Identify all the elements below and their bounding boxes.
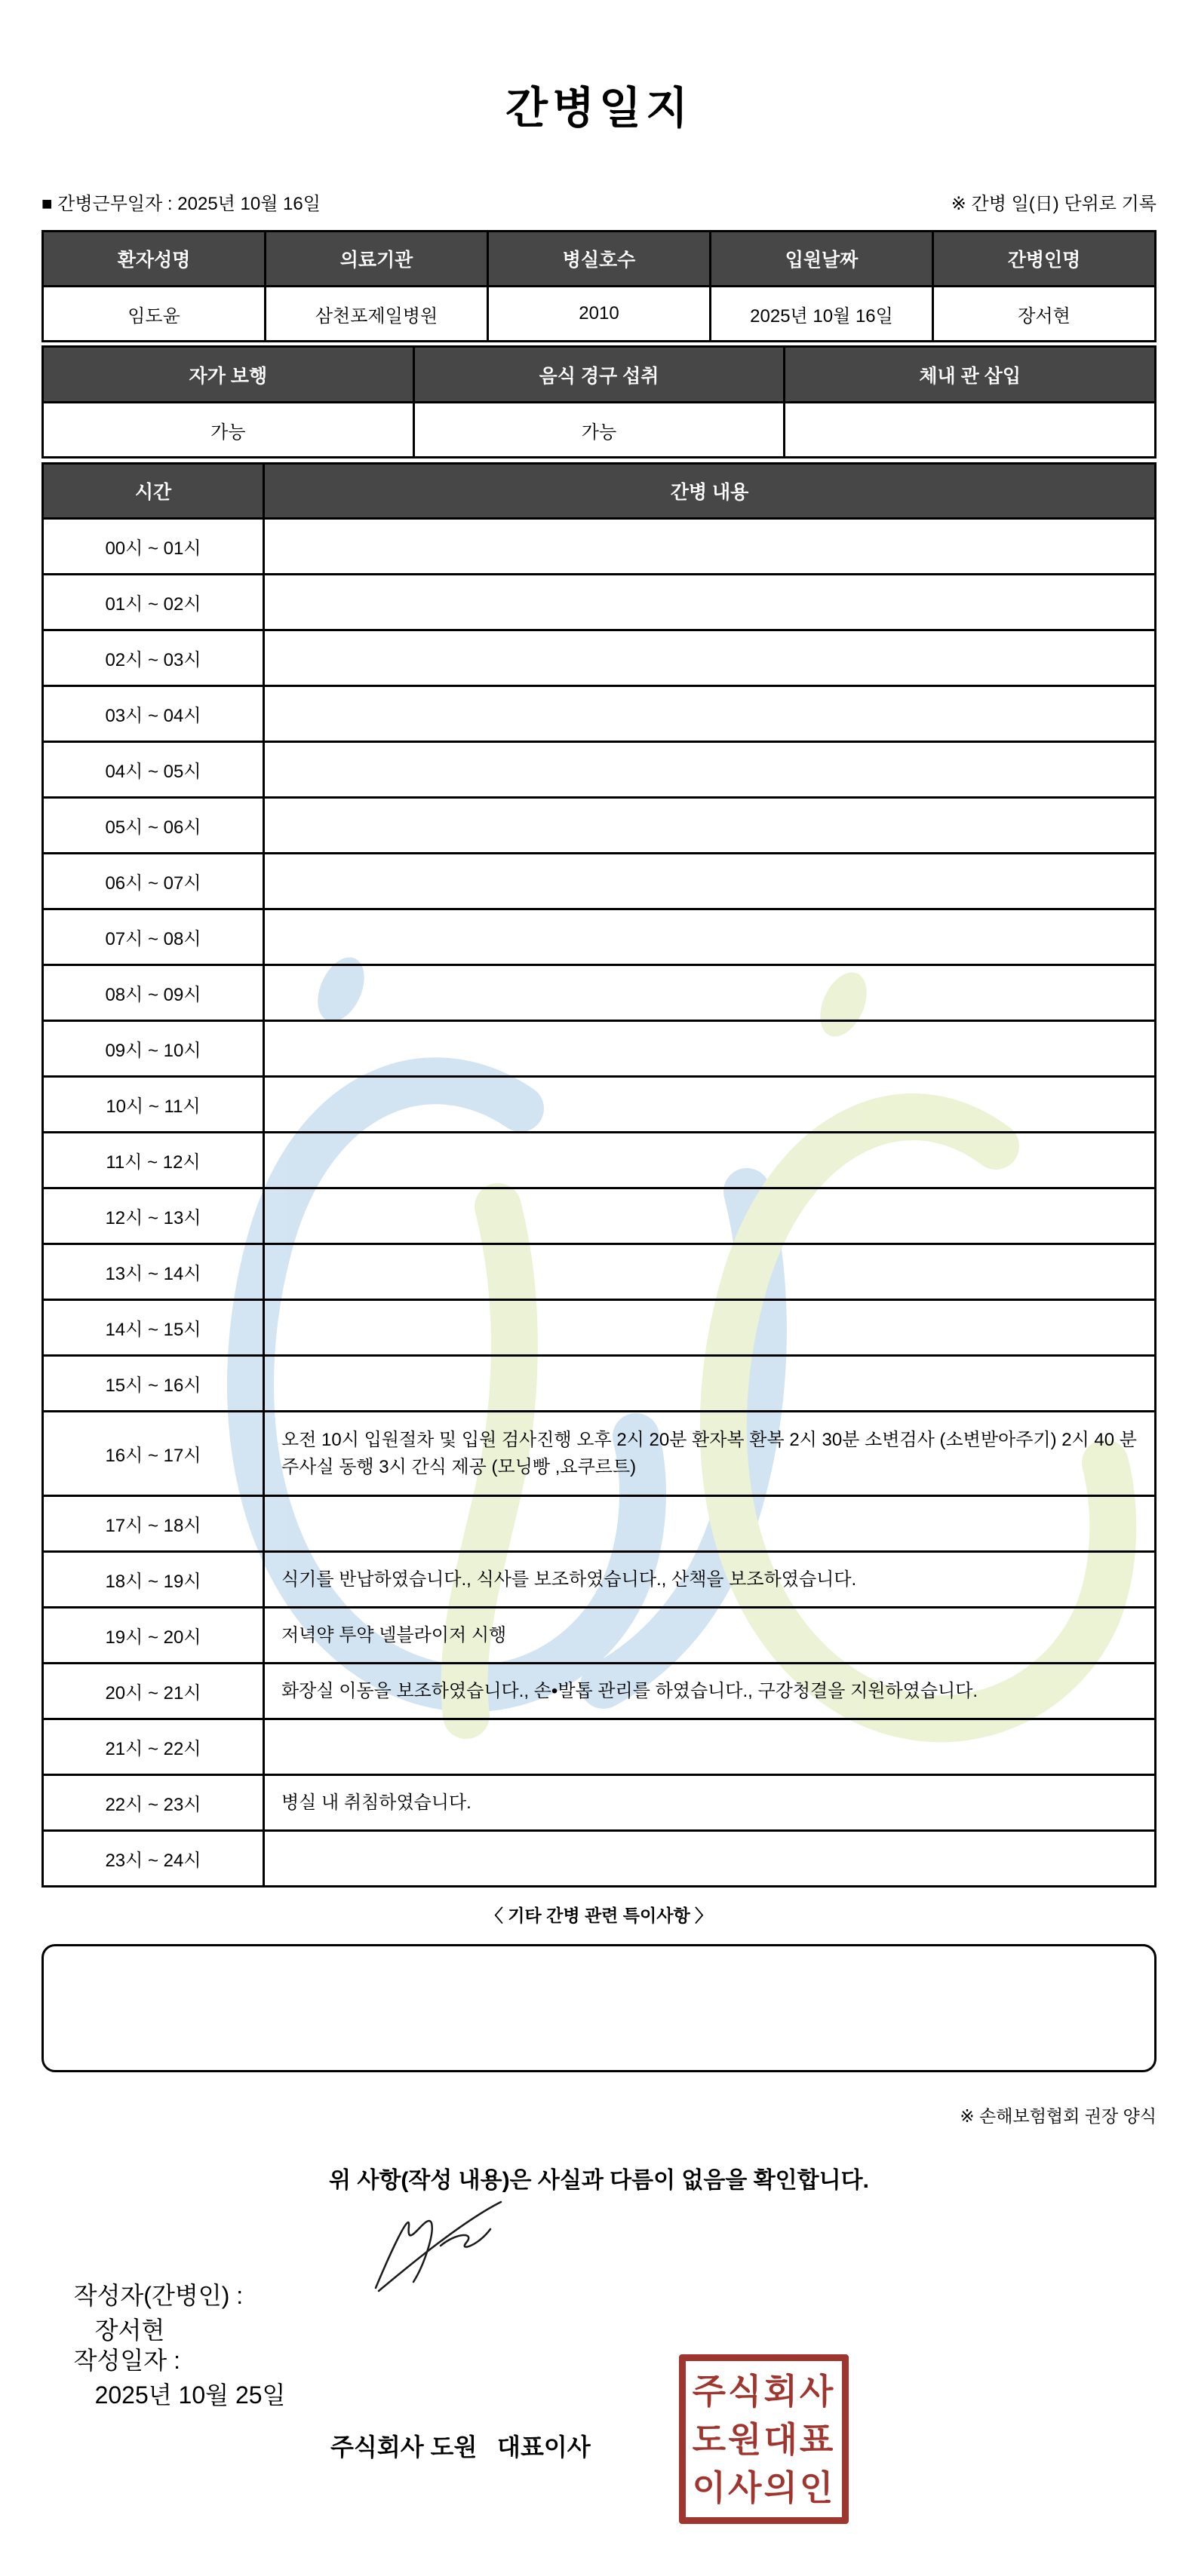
care-content-cell [264,1719,1156,1775]
care-content-cell [264,1077,1156,1133]
info-value-cell: 2010 [488,287,711,342]
care-row [43,1412,1156,1496]
record-unit-note: ※ 간병 일(日) 단위로 기록 [951,194,1157,214]
care-header-cell: 간병 내용 [264,464,1156,519]
time-cell: 23시 ~ 24시 [43,1831,264,1887]
time-cell: 11시 ~ 12시 [43,1133,264,1188]
stamp-line-1: 주식회사 [692,2371,836,2411]
info-header-cell: 의료기관 [266,232,488,287]
time-cell: 17시 ~ 18시 [43,1496,264,1552]
care-row [43,1356,1156,1412]
care-content-cell [264,519,1156,575]
care-row [43,1608,1156,1664]
time-cell: 15시 ~ 16시 [43,1356,264,1412]
care-content-cell [264,854,1156,909]
time-cell: 19시 ~ 20시 [43,1608,264,1664]
care-content-cell [264,798,1156,854]
time-cell: 20시 ~ 21시 [43,1664,264,1719]
date-value: 2025년 10월 25일 [94,2381,286,2409]
time-cell: 21시 ~ 22시 [43,1719,264,1775]
status-value-cell: 가능 [43,403,414,458]
time-cell: 03시 ~ 04시 [43,686,264,742]
meta-row [41,189,1157,215]
care-content-cell [264,1300,1156,1356]
notes-box [41,1944,1157,2072]
care-content-cell: 오전 10시 입원절차 및 입원 검사진행 오후 2시 20분 환자복 환복 2시 30분 소변검사 (소변받아주기) 2시 40 분 주사실 동행 3시 간식 제공 (모닝빵 ,요쿠르트) [264,1412,1156,1496]
time-cell: 09시 ~ 10시 [43,1021,264,1077]
time-cell: 00시 ~ 01시 [43,519,264,575]
care-row [43,1719,1156,1775]
status-value-cell: 가능 [413,403,785,458]
time-cell: 07시 ~ 08시 [43,909,264,965]
care-row [43,1664,1156,1719]
time-cell: 18시 ~ 19시 [43,1552,264,1608]
care-content-cell [264,1244,1156,1300]
time-cell: 14시 ~ 15시 [43,1300,264,1356]
care-content-cell [264,686,1156,742]
info-header-cell: 입원날짜 [711,232,933,287]
form-note: ※ 손해보험협회 권장 양식 [960,2106,1157,2126]
writer-label: 작성자(간병인) : [73,2282,250,2309]
time-cell: 22시 ~ 23시 [43,1775,264,1831]
info-header-cell: 환자성명 [43,232,266,287]
care-content-cell [264,1496,1156,1552]
care-content-cell [264,1188,1156,1244]
care-row [43,1244,1156,1300]
care-content-cell [264,909,1156,965]
care-row [43,1775,1156,1831]
time-cell: 05시 ~ 06시 [43,798,264,854]
info-value-cell: 2025년 10월 16일 [711,287,933,342]
status-header-cell: 음식 경구 섭취 [413,347,785,403]
care-row [43,686,1156,742]
care-row [43,630,1156,686]
care-content-cell [264,965,1156,1021]
care-content-cell: 식기를 반납하였습니다., 식사를 보조하였습니다., 산책을 보조하였습니다. [264,1552,1156,1608]
patient-status-table [41,345,1157,458]
time-cell: 10시 ~ 11시 [43,1077,264,1133]
care-content-cell [264,630,1156,686]
care-row [43,1188,1156,1244]
care-row [43,1831,1156,1887]
care-content-cell [264,1831,1156,1887]
care-content-cell [264,1133,1156,1188]
time-cell: 06시 ~ 07시 [43,854,264,909]
corporate-seal-stamp [679,2354,849,2524]
stamp-line-3: 이사의인 [692,2467,836,2507]
care-content-cell: 병실 내 취침하였습니다. [264,1775,1156,1831]
care-content-cell: 화장실 이동을 보조하였습니다., 손•발톱 관리를 하였습니다., 구강청결을 지원하였습니다. [264,1664,1156,1719]
care-row [43,854,1156,909]
notes-section-title: 〈 기타 간병 관련 특이사항 〉 [485,1906,713,1925]
care-row [43,965,1156,1021]
care-content-cell [264,1021,1156,1077]
care-content-cell [264,575,1156,630]
care-content-cell [264,742,1156,798]
time-cell: 02시 ~ 03시 [43,630,264,686]
care-row [43,798,1156,854]
confirmation-statement: 위 사항(작성 내용)은 사실과 다름이 없음을 확인합니다. [329,2168,869,2193]
care-row [43,1021,1156,1077]
care-row [43,519,1156,575]
status-value-cell [785,403,1156,458]
date-label: 작성일자 : [73,2347,187,2374]
date-line [47,2314,285,2439]
company-ceo-line: 주식회사 도원 대표이사 [330,2433,591,2461]
writer-name: 장서현 [94,2317,165,2344]
time-cell: 04시 ~ 05시 [43,742,264,798]
time-cell: 13시 ~ 14시 [43,1244,264,1300]
time-cell: 01시 ~ 02시 [43,575,264,630]
care-row [43,742,1156,798]
work-date-label: ■ 간병근무일자 : 2025년 10월 16일 [41,194,321,214]
status-header-cell: 체내 관 삽입 [785,347,1156,403]
info-value-cell: 장서현 [933,287,1156,342]
care-row [43,1300,1156,1356]
care-row [43,1133,1156,1188]
care-row [43,909,1156,965]
care-row [43,1552,1156,1608]
care-row [43,1077,1156,1133]
page-title: 간병일지 [505,84,693,133]
care-content-cell [264,1356,1156,1412]
stamp-line-2: 도원대표 [692,2419,836,2459]
time-cell: 08시 ~ 09시 [43,965,264,1021]
care-row [43,1496,1156,1552]
info-value-cell: 임도윤 [43,287,266,342]
care-log-table [41,462,1157,1888]
info-header-cell: 병실호수 [488,232,711,287]
status-header-cell: 자가 보행 [43,347,414,403]
info-value-cell: 삼천포제일병원 [266,287,488,342]
time-cell: 16시 ~ 17시 [43,1412,264,1496]
info-header-cell: 간병인명 [933,232,1156,287]
signature [371,2196,511,2294]
care-content-cell: 저녁약 투약 넬블라이저 시행 [264,1608,1156,1664]
time-cell: 12시 ~ 13시 [43,1188,264,1244]
care-row [43,575,1156,630]
patient-info-table [41,230,1157,342]
care-header-cell: 시간 [43,464,264,519]
